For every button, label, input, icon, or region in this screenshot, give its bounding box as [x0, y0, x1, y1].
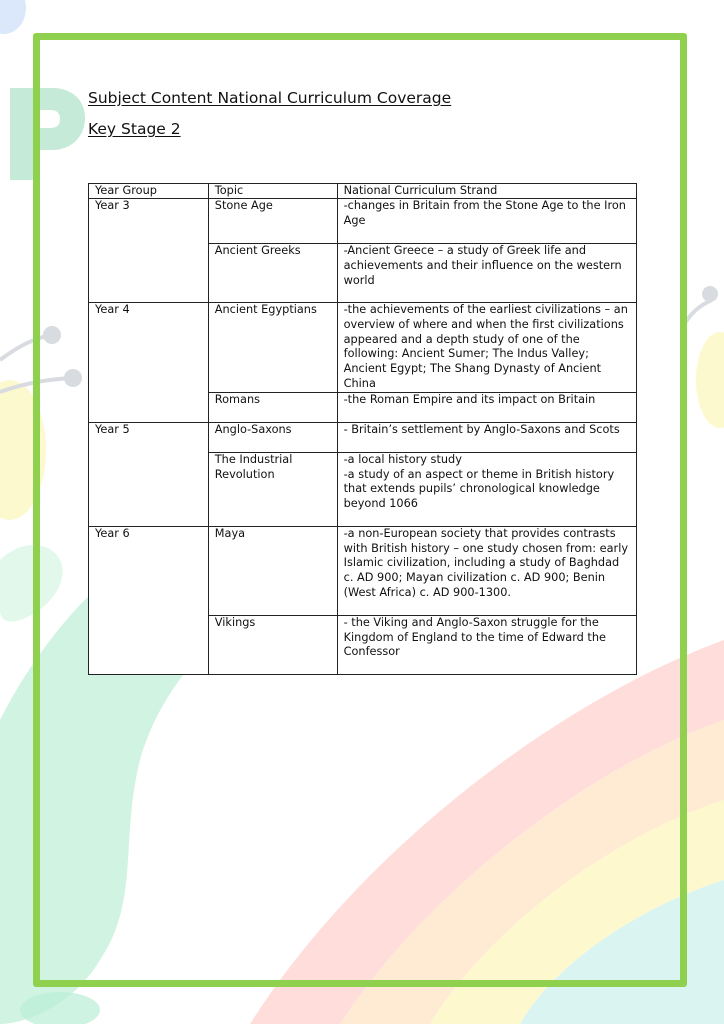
key-stage-heading: Key Stage 2 [88, 120, 181, 138]
strand-cell: - the Viking and Anglo-Saxon struggle for the Kingdom of England to the time of Edward the Confessor [337, 615, 636, 674]
strand-cell: - Britain’s settlement by Anglo-Saxons and Scots [337, 422, 636, 452]
curriculum-table [88, 183, 637, 675]
year-cell: Year 4 [89, 303, 209, 423]
strand-cell: -the achievements of the earliest civilizations – an overview of where and when the first civilizations appeared and a depth study of one of the following: Ancient Sumer; The Indus Valley; Ancient Egypt; The Shang Dynasty of Ancient China [337, 303, 636, 393]
page-title: Subject Content National Curriculum Coverage [88, 89, 452, 107]
year-cell: Year 3 [89, 199, 209, 303]
strand-cell: -changes in Britain from the Stone Age to the Iron Age [337, 199, 636, 244]
header-strand: National Curriculum Strand [337, 184, 636, 199]
topic-cell: Vikings [208, 615, 337, 674]
topic-cell: Stone Age [208, 199, 337, 244]
topic-cell: Anglo-Saxons [208, 422, 337, 452]
table-header-row [89, 184, 637, 199]
header-year-group: Year Group [89, 184, 209, 199]
table-row [89, 422, 637, 452]
table-row [89, 526, 637, 615]
header-topic: Topic [208, 184, 337, 199]
topic-cell: Maya [208, 526, 337, 615]
strand-cell: -a non-European society that provides contrasts with British history – one study chosen from: early Islamic civilization, including a study of Baghdad c. AD 900; Mayan civilization c. AD 900; Benin (West Africa) c. AD 900-1300. [337, 526, 636, 615]
strand-cell: -the Roman Empire and its impact on Britain [337, 392, 636, 422]
table-row [89, 199, 637, 244]
year-cell: Year 6 [89, 526, 209, 674]
topic-cell: Romans [208, 392, 337, 422]
strand-cell: -Ancient Greece – a study of Greek life and achievements and their influence on the western world [337, 244, 636, 303]
topic-cell: Ancient Egyptians [208, 303, 337, 393]
topic-cell: Ancient Greeks [208, 244, 337, 303]
year-cell: Year 5 [89, 422, 209, 526]
strand-cell: -a local history study -a study of an aspect or theme in British history that extends pupils’ chronological knowledge beyond 1066 [337, 452, 636, 526]
table-row [89, 303, 637, 393]
topic-cell: The Industrial Revolution [208, 452, 337, 526]
